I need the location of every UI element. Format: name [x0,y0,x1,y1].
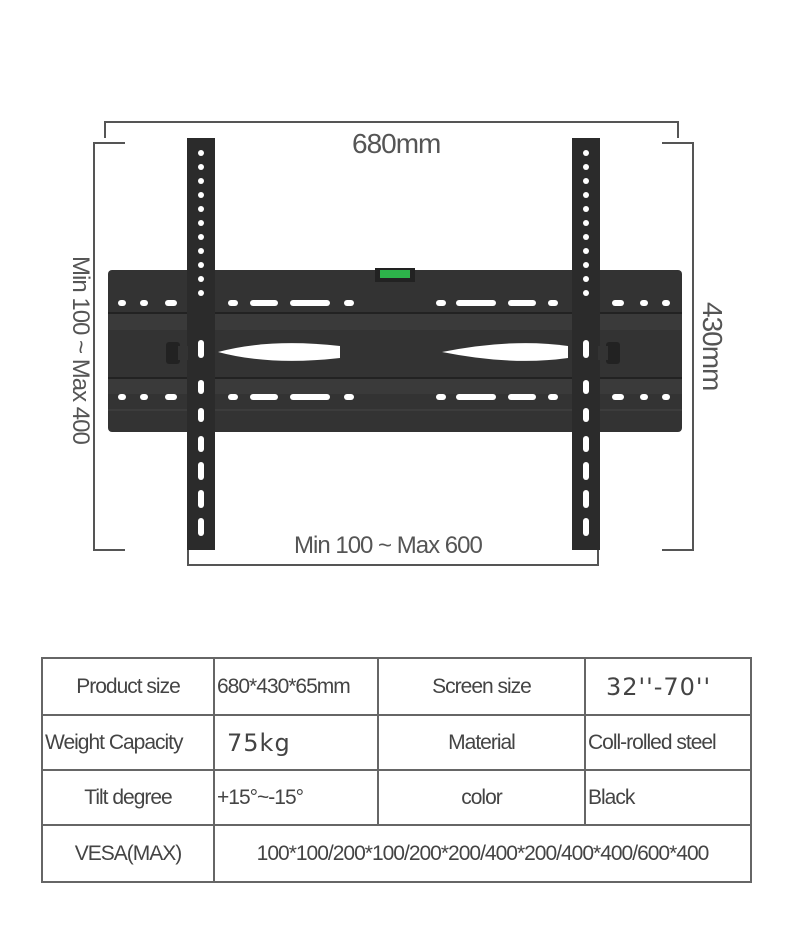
table-row [42,715,751,770]
width-dimension-label: 680mm [352,128,441,159]
table-row [42,770,751,825]
spec-label: Screen size [378,658,585,715]
vesa-horizontal-label: Min 100 ~ Max 600 [294,532,482,559]
spec-value: 75kg [214,715,378,770]
right-arm [572,138,620,550]
table-row [42,825,751,882]
spec-value: Coll-rolled steel [585,715,751,770]
vesa-vertical-label: Min 100 ~ Max 400 [67,256,94,444]
spec-label: VESA(MAX) [42,825,214,882]
spec-value: Black [585,770,751,825]
spec-value: +15°~-15° [214,770,378,825]
left-knob [166,342,180,364]
spec-label: color [378,770,585,825]
spec-label: Product size [42,658,214,715]
spec-value: 100*100/200*100/200*200/400*200/400*400/600*400 [214,825,751,882]
spec-label: Tilt degree [42,770,214,825]
spec-label: Material [378,715,585,770]
table-row [42,658,751,715]
spec-value: 32''-70'' [585,658,751,715]
left-arm [166,138,215,550]
right-knob [606,342,620,364]
spec-label: Weight Capacity [42,715,214,770]
height-dimension-label: 430mm [697,302,728,391]
spec-table [41,657,752,883]
spec-value: 680*430*65mm [214,658,378,715]
